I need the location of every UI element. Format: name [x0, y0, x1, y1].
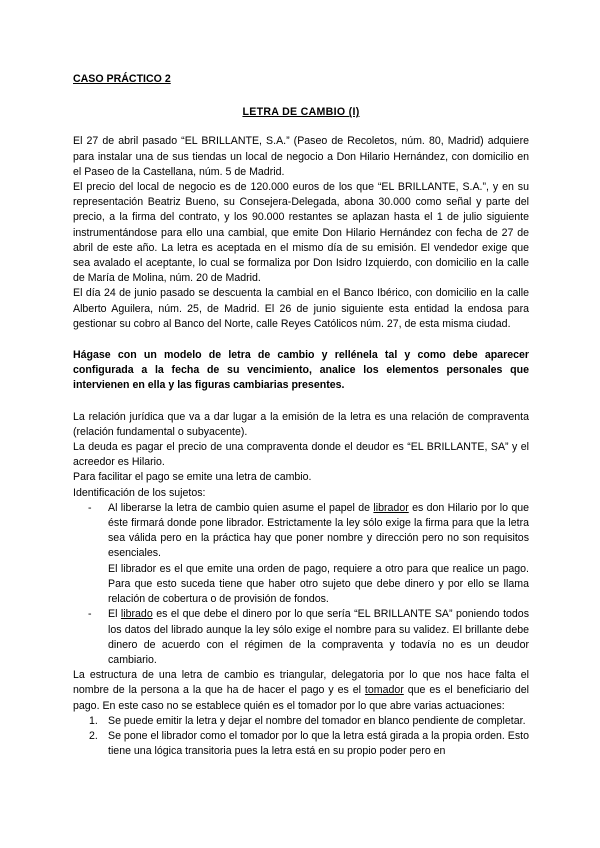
fact-paragraph-1: El 27 de abril pasado “EL BRILLANTE, S.A.” (Paseo de Recoletos, núm. 80, Madrid) adquiere para instalar una de sus tiendas un local de negocio a Don Hilario Hernández, con domicilio en el Paseo de la Castellana, núm. 5 de Madrid.: [73, 135, 529, 178]
num1-text: Se puede emitir la letra y dejar el nombre del tomador en blanco pendiente de completar.: [108, 714, 526, 727]
term-librador: librador: [373, 501, 409, 514]
item1-extra: El librador es el que emite una orden de pago, requiere a otro para que realice un pago. Para que esto suceda tiene que haber otro sujeto que debe dinero y por ello se llama relación de cobertura o de provisión de fondos.: [108, 562, 529, 606]
answer-paragraph-3: Para facilitar el pago se emite una letra de cambio.: [73, 471, 312, 484]
num2-text: Se pone el librador como el tomador por lo que la letra está girada a la propia orden. Esto tiene una lógica transitoria pues la letra está en su propio poder pero en: [108, 729, 529, 758]
fact-paragraph-3: El día 24 de junio pasado se descuenta la cambial en el Banco Ibérico, con domicilio en la calle Alberto Aguilera, núm. 25, de Madrid. El 26 de junio siguiente esta entidad la endosa para gestionar su cobro al Banco del Norte, calle Reyes Católicos núm. 27, de esta misma ciudad.: [73, 287, 529, 330]
subjects-list: [73, 501, 529, 668]
actions-list: [73, 714, 529, 760]
case-heading: CASO PRÁCTICO 2: [73, 73, 171, 85]
document-content: [73, 72, 529, 759]
list-number: 1.: [89, 714, 98, 727]
list-item: [73, 714, 529, 729]
answer-paragraph-1: La relación jurídica que va a dar lugar a la emisión de la letra es una relación de compraventa (relación fundamental o subyacente).: [73, 410, 529, 438]
list-item: [73, 501, 529, 607]
list-item: [73, 729, 529, 759]
dash-bullet: -: [88, 608, 92, 621]
item1-text-pre: Al liberarse la letra de cambio quien asume el papel de: [108, 501, 374, 514]
document-title: LETRA DE CAMBIO (I): [242, 106, 360, 119]
answer-paragraph-2: La deuda es pagar el precio de una compraventa donde el deudor es “EL BRILLANTE, SA” y el acreedor es Hilario.: [73, 441, 529, 469]
list-item: [73, 607, 529, 668]
item1-text-post: es don Hilario por lo que éste firmará donde pone librador. Estrictamente la ley sólo exige la firma para que la letra sea válida pero en la práctica hay que poner nombre y dirección pero no son requisitos esenciales.: [108, 501, 529, 560]
term-librado: librado: [120, 608, 153, 621]
dash-bullet: -: [88, 501, 92, 514]
list-number: 2.: [89, 729, 98, 742]
item2-text-pre: El: [108, 608, 121, 621]
term-tomador: tomador: [364, 684, 404, 697]
question-paragraph: Hágase con un modelo de letra de cambio y rellénela tal y como debe aparecer configurada a la fecha de su vencimiento, analice los elementos personales que intervienen en ella y las figuras cambiarias presentes.: [73, 349, 529, 392]
p5-text-post: que es el beneficiario del pago. En este caso no se establece quién es el tomador por lo que abre varias actuaciones:: [73, 684, 529, 712]
item2-text-post: es el que debe el dinero por lo que sería “EL BRILLANTE SA” poniendo todos los datos del librado aunque la ley sólo exige el nombre para su validez. El brillante debe dinero de acuerdo con el régimen de la compraventa y todavía no es un deudor cambiario.: [108, 608, 529, 666]
p5-text-pre: La estructura de una letra de cambio es triangular, delegatoria por lo que nos hace falta el nombre de la persona a la que ha de hacer el pago y es el: [73, 669, 529, 697]
fact-paragraph-2: El precio del local de negocio es de 120.000 euros de los que “EL BRILLANTE, S.A.”, y en su representación Beatriz Bueno, su Consejera-Delegada, abona 30.000 como señal y parte del precio, a la firma del contrato, y los 90.000 restantes se aplazan hasta el 1 de julio siguiente instrumentándose para ello una cambial, que emite Don Hilario Hernández con fecha de 27 de abril de este año. La letra es aceptada en el mismo día de su emisión. El vendedor exige que sea avalado el aceptante, lo cual se formaliza por Don Isidro Izquierdo, con domicilio en la calle de María de Molina, núm. 20 de Madrid.: [73, 181, 529, 285]
answer-paragraph-4: Identificación de los sujetos:: [73, 486, 206, 499]
answer-paragraph-5: [73, 668, 529, 714]
